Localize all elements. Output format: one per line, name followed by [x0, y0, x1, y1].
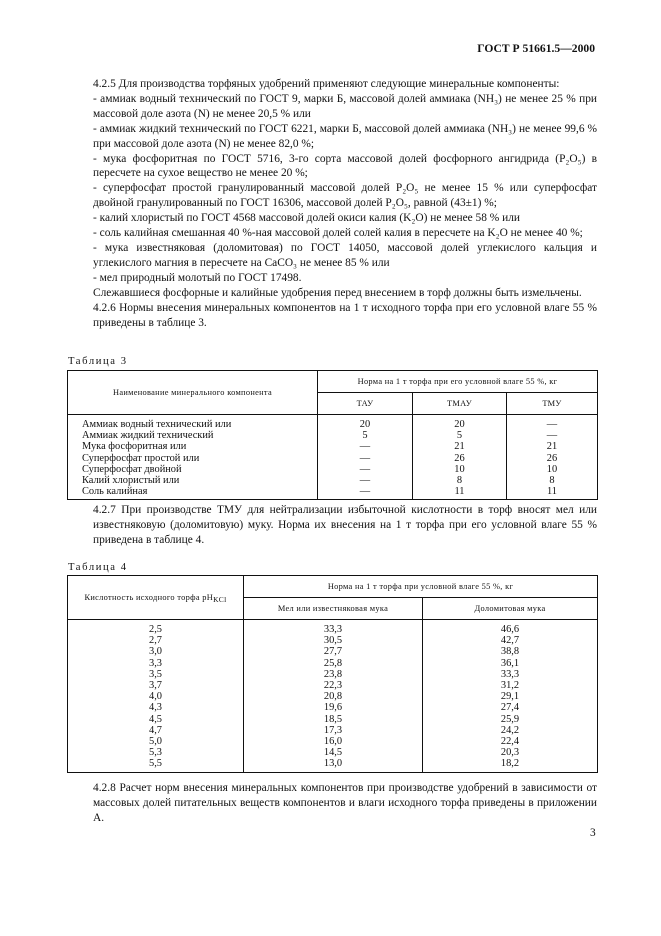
table-cell: 4,3 [68, 702, 244, 713]
table-row [68, 453, 598, 464]
table-cell: 18,5 [244, 714, 423, 725]
group-header: Норма на 1 т торфа при его условной влаге 55 %, кг [318, 371, 598, 393]
paragraph: 4.2.6 Нормы внесения минеральных компонентов на 1 т исходного торфа при его условной влаге 55 % приведены в таблице 3. [93, 301, 597, 329]
table-cell: 21 [507, 441, 598, 452]
column-header: Мел или известняковая мука [244, 598, 423, 620]
table-cell: 36,1 [423, 658, 598, 669]
table-cell: — [507, 415, 598, 431]
table-row [68, 475, 598, 486]
section-4-2-8 [93, 781, 597, 826]
table-cell: 2,7 [68, 635, 244, 646]
table-row [68, 430, 598, 441]
table-cell: 20 [413, 415, 507, 431]
table-cell: 5,3 [68, 747, 244, 758]
table-cell: 4,5 [68, 714, 244, 725]
table-cell: 10 [413, 464, 507, 475]
table-cell: Суперфосфат двойной [68, 464, 318, 475]
table-cell: — [318, 441, 413, 452]
table-cell: 25,9 [423, 714, 598, 725]
table-cell: 27,4 [423, 702, 598, 713]
table-row [68, 725, 598, 736]
table-cell: 14,5 [244, 747, 423, 758]
table-row [68, 620, 598, 636]
table-cell: 46,6 [423, 620, 598, 636]
paragraph: 4.2.8 Расчет норм внесения минеральных компонентов при производстве удобрений в зависимости от массовых долей питательных веществ компонентов и влаги исходного торфа приведены в приложении А. [93, 782, 597, 824]
table-row [68, 680, 598, 691]
list-item: - мел природный молотый по ГОСТ 17498. [93, 271, 302, 284]
ph-header-subscript: KCl [213, 594, 227, 604]
table-row [68, 415, 598, 431]
table-cell: 30,5 [244, 635, 423, 646]
list-item: - мука фосфоритная по ГОСТ 5716, 3-го сорта массовой долей фосфорного ангидрида (P₂O₅) в пересчете на сухое вещество не менее 20 %; [93, 152, 597, 180]
document-header: ГОСТ Р 51661.5—2000 [477, 42, 595, 55]
table-row [68, 486, 598, 500]
table-cell: 26 [413, 453, 507, 464]
table-row [68, 702, 598, 713]
table-row [68, 635, 598, 646]
table-cell: 31,2 [423, 680, 598, 691]
table-cell: 19,6 [244, 702, 423, 713]
table-cell: 13,0 [244, 758, 423, 772]
list-item: - соль калийная смешанная 40 %-ная массовой долей солей калия в пересчете на K₂O не менее 40 %; [93, 227, 583, 240]
table-cell: 20,3 [423, 747, 598, 758]
table-cell: 3,3 [68, 658, 244, 669]
table-row [68, 691, 598, 702]
list-item: - аммиак водный технический по ГОСТ 9, марки Б, массовой долей аммиака (NH₃) не менее 25 % при массовой доле азота (N) не менее 20,5 % или [93, 92, 597, 120]
table-cell: — [507, 430, 598, 441]
table-row [68, 747, 598, 758]
table-cell: 22,4 [423, 736, 598, 747]
table-4-label: Таблица 4 [68, 562, 128, 573]
table-cell: 5 [318, 430, 413, 441]
paragraph: 4.2.5 Для производства торфяных удобрений применяют следующие минеральные компоненты: [93, 78, 560, 90]
column-header: Наименование минерального компонента [68, 371, 318, 415]
table-row [68, 714, 598, 725]
table-cell: — [318, 453, 413, 464]
column-header: ТМУ [507, 393, 598, 415]
table-cell: 33,3 [423, 669, 598, 680]
table-cell: Калий хлористый или [68, 475, 318, 486]
table-4 [67, 575, 598, 773]
table-cell: 22,3 [244, 680, 423, 691]
table-cell: 8 [413, 475, 507, 486]
column-header: Доломитовая мука [423, 598, 598, 620]
table-cell: 3,7 [68, 680, 244, 691]
table-cell: 42,7 [423, 635, 598, 646]
column-header [68, 576, 244, 620]
table-row [68, 646, 598, 657]
table-cell: 20 [318, 415, 413, 431]
table-row [68, 658, 598, 669]
table-cell: 11 [507, 486, 598, 500]
table-cell: 33,3 [244, 620, 423, 636]
table-cell: 38,8 [423, 646, 598, 657]
table-cell: — [318, 486, 413, 500]
table-4-body [68, 620, 598, 773]
table-row [68, 736, 598, 747]
table-cell: 4,7 [68, 725, 244, 736]
table-cell: 29,1 [423, 691, 598, 702]
table-cell: 17,3 [244, 725, 423, 736]
table-3 [67, 370, 598, 500]
table-cell: 2,5 [68, 620, 244, 636]
table-cell: 10 [507, 464, 598, 475]
table-cell: 3,0 [68, 646, 244, 657]
column-header: ТМАУ [413, 393, 507, 415]
table-cell: 11 [413, 486, 507, 500]
table-cell: — [318, 464, 413, 475]
table-cell: 18,2 [423, 758, 598, 772]
table-cell: 26 [507, 453, 598, 464]
table-cell: 24,2 [423, 725, 598, 736]
section-4-2-7 [93, 503, 597, 548]
table-cell: Аммиак жидкий технический [68, 430, 318, 441]
list-item: - мука известняковая (доломитовая) по ГОСТ 14050, массовой долей углекислого кальция и углекислого магния в пересчете на CaCO₃ не менее 85 % или [93, 241, 597, 269]
table-cell: 5 [413, 430, 507, 441]
table-row [68, 758, 598, 772]
table-cell: Мука фосфоритная или [68, 441, 318, 452]
table-cell: 5,0 [68, 736, 244, 747]
paragraph: 4.2.7 При производстве ТМУ для нейтрализации избыточной кислотности в торф вносят мел или известняковую (доломитовую) муку. Норма их внесения на 1 т торфа при его условной влаге 55 % приведена в таблице 4. [93, 504, 597, 546]
table-cell: 20,8 [244, 691, 423, 702]
table-cell: 3,5 [68, 669, 244, 680]
table-3-label: Таблица 3 [68, 356, 128, 367]
list-item: - аммиак жидкий технический по ГОСТ 6221, марки Б, массовой долей аммиака (NH₃) не менее 99,6 % при массовой доле азота (N) не менее 82,0 %; [93, 122, 597, 150]
table-row [68, 669, 598, 680]
table-cell: 16,0 [244, 736, 423, 747]
list-item: - калий хлористый по ГОСТ 4568 массовой долей окиси калия (K₂O) не менее 58 % или [93, 212, 521, 225]
column-header: ТАУ [318, 393, 413, 415]
table-row [68, 441, 598, 452]
table-cell: Аммиак водный технический или [68, 415, 318, 431]
group-header: Норма на 1 т торфа при условной влаге 55 %, кг [244, 576, 598, 598]
section-4-2-5 [93, 77, 597, 330]
table-row [68, 464, 598, 475]
table-cell: 4,0 [68, 691, 244, 702]
table-cell: Соль калийная [68, 486, 318, 500]
list-item: - суперфосфат простой гранулированный массовой долей P₂O₅ не менее 15 % или суперфосфат двойной гранулированный по ГОСТ 16306, массовой долей P₂O₅, равной (43±1) %; [93, 182, 597, 210]
ph-header-label: Кислотность исходного торфа pH [84, 592, 214, 602]
table-cell: 5,5 [68, 758, 244, 772]
table-cell: 8 [507, 475, 598, 486]
page-number: 3 [590, 827, 596, 839]
paragraph: Слежавшиеся фосфорные и калийные удобрения перед внесением в торф должны быть измельчены. [93, 286, 582, 299]
table-cell: 21 [413, 441, 507, 452]
table-cell: 27,7 [244, 646, 423, 657]
table-cell: Суперфосфат простой или [68, 453, 318, 464]
table-cell: 23,8 [244, 669, 423, 680]
table-cell: — [318, 475, 413, 486]
table-cell: 25,8 [244, 658, 423, 669]
